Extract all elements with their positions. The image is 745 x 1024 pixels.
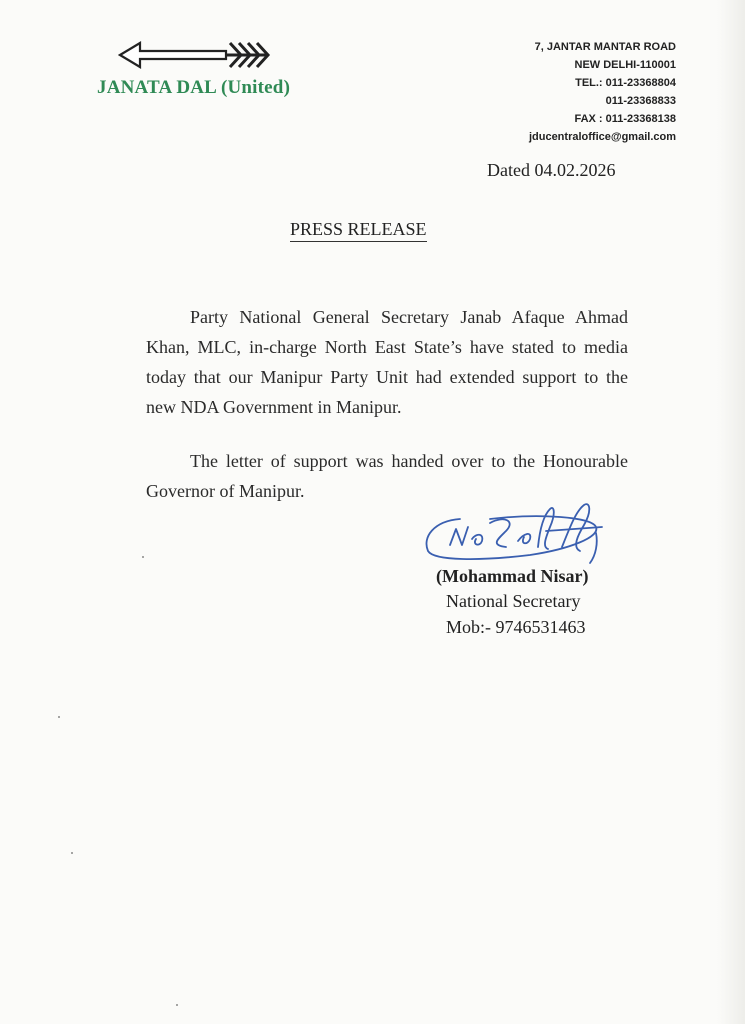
scan-speck	[58, 716, 60, 718]
party-name: JANATA DAL (United)	[97, 77, 291, 98]
address-line: 7, JANTAR MANTAR ROAD	[534, 41, 676, 53]
arrow-icon	[118, 40, 274, 70]
scan-speck	[176, 1004, 178, 1006]
scan-speck	[142, 556, 144, 558]
signatory-title: National Secretary	[446, 591, 581, 611]
body-paragraph: Party National General Secretary Janab Afaque Ahmad Khan, MLC, in-charge North East State’s have stated to media today that our Manipur Party Unit had extended support to the new NDA Government in Manipur.	[146, 307, 628, 417]
page-edge-shadow	[717, 0, 745, 1024]
address-line: FAX : 011-23368138	[574, 113, 676, 125]
signatory-name: (Mohammad Nisar)	[436, 566, 589, 586]
signatory-mobile: Mob:- 9746531463	[446, 617, 586, 637]
address-line: TEL.: 011-23368804	[575, 77, 676, 89]
address-line: jducentraloffice@gmail.com	[528, 131, 676, 143]
body-paragraph: The letter of support was handed over to the Honourable Governor of Manipur.	[146, 451, 628, 501]
office-address	[529, 38, 676, 146]
signature-image	[420, 497, 620, 569]
press-release-heading: PRESS RELEASE	[290, 219, 427, 242]
letter-date: Dated 04.02.2026	[487, 160, 616, 180]
address-line: NEW DELHI-110001	[574, 59, 676, 71]
address-line: 011-23368833	[605, 95, 676, 107]
scan-speck	[71, 852, 73, 854]
